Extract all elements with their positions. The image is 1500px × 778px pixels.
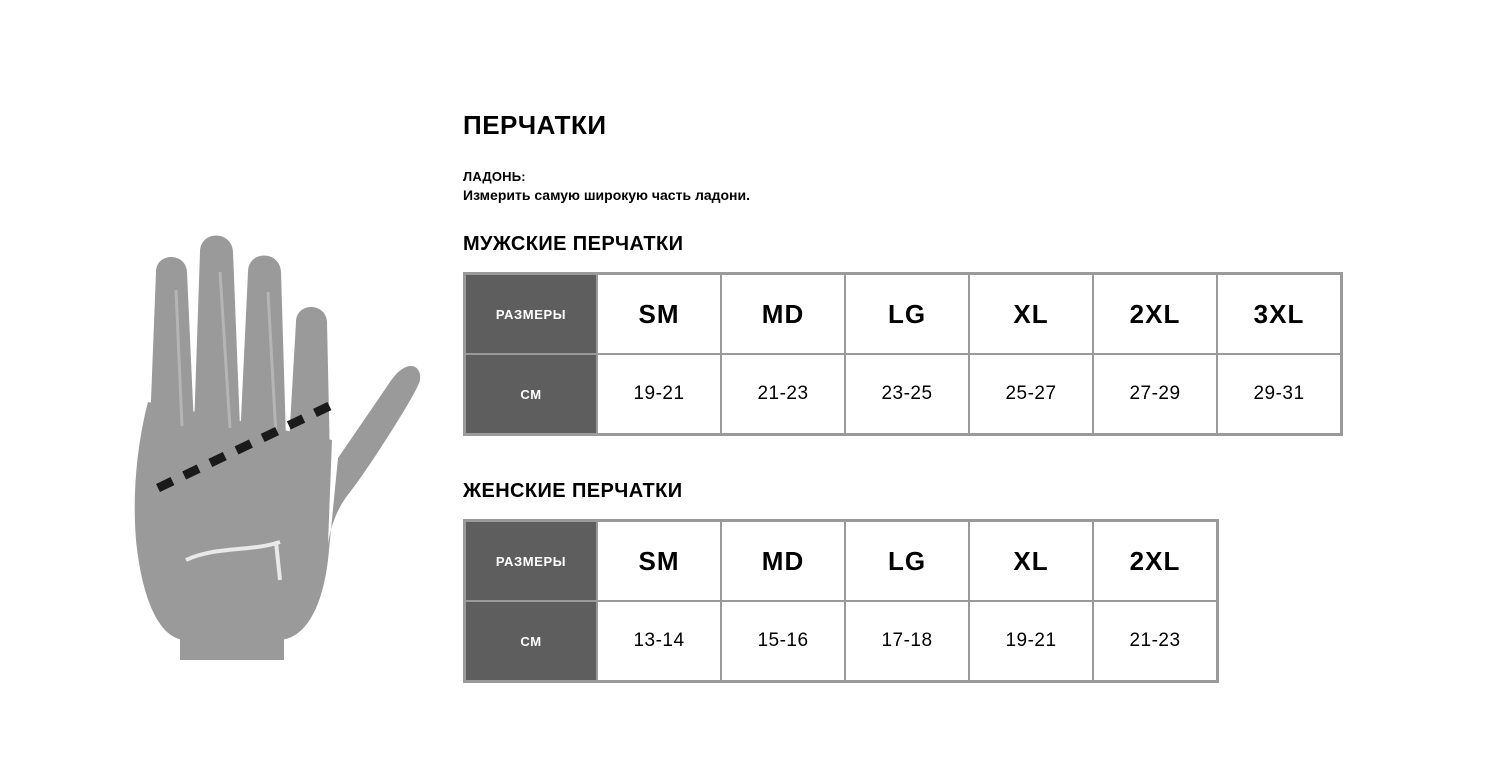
size-cell: LG <box>845 274 969 355</box>
content-column <box>463 110 1363 683</box>
mens-section <box>463 233 1363 436</box>
size-cell: LG <box>845 521 969 602</box>
row-header-cm: СМ <box>465 601 598 682</box>
table-row <box>465 274 1342 355</box>
value-cell: 25-27 <box>969 354 1093 435</box>
womens-section-title: ЖЕНСКИЕ ПЕРЧАТКИ <box>463 480 683 502</box>
womens-size-table <box>463 519 1219 683</box>
size-cell: XL <box>969 521 1093 602</box>
size-cell: 2XL <box>1093 521 1218 602</box>
glove-shape <box>135 236 420 661</box>
table-row <box>465 521 1218 602</box>
value-cell: 21-23 <box>721 354 845 435</box>
womens-section <box>463 480 1363 683</box>
size-cell: MD <box>721 521 845 602</box>
size-cell: 3XL <box>1217 274 1342 355</box>
size-cell: SM <box>597 521 721 602</box>
size-cell: XL <box>969 274 1093 355</box>
row-header-sizes: РАЗМЕРЫ <box>465 521 598 602</box>
value-cell: 17-18 <box>845 601 969 682</box>
value-cell: 27-29 <box>1093 354 1217 435</box>
value-cell: 19-21 <box>969 601 1093 682</box>
glove-illustration <box>90 140 440 660</box>
value-cell: 29-31 <box>1217 354 1342 435</box>
palm-instruction-block <box>463 169 1363 203</box>
palm-label: ЛАДОНЬ: <box>463 169 526 184</box>
value-cell: 23-25 <box>845 354 969 435</box>
mens-section-title: МУЖСКИЕ ПЕРЧАТКИ <box>463 233 684 255</box>
size-cell: SM <box>597 274 721 355</box>
page-title: ПЕРЧАТКИ <box>463 110 607 140</box>
size-cell: MD <box>721 274 845 355</box>
palm-description: Измерить самую широкую часть ладони. <box>463 187 751 203</box>
row-header-cm: СМ <box>465 354 598 435</box>
value-cell: 13-14 <box>597 601 721 682</box>
value-cell: 21-23 <box>1093 601 1218 682</box>
value-cell: 19-21 <box>597 354 721 435</box>
table-row <box>465 354 1342 435</box>
size-cell: 2XL <box>1093 274 1217 355</box>
table-row <box>465 601 1218 682</box>
row-header-sizes: РАЗМЕРЫ <box>465 274 598 355</box>
value-cell: 15-16 <box>721 601 845 682</box>
mens-size-table <box>463 272 1343 436</box>
